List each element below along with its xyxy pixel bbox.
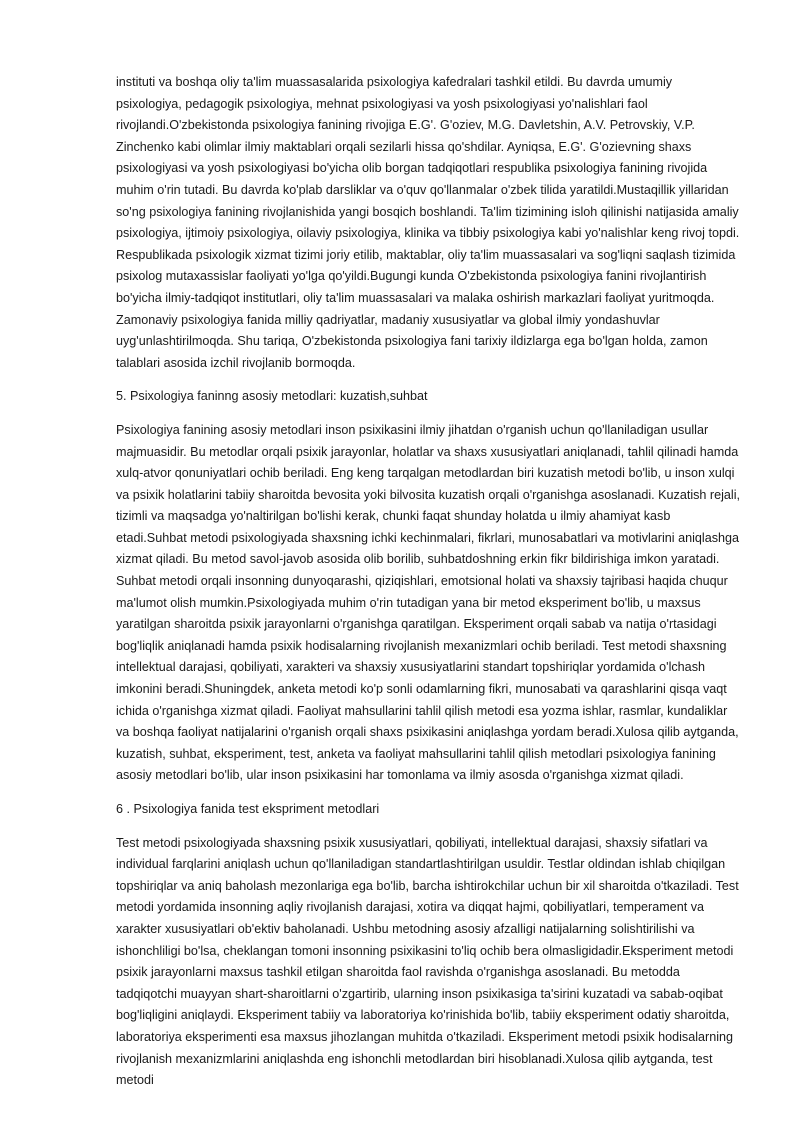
section-heading-6: 6 . Psixologiya fanida test ekspriment metodlari xyxy=(116,802,380,816)
document-page xyxy=(116,72,741,1104)
paragraph-history: instituti va boshqa oliy ta'lim muassasalarida psixologiya kafedralari tashkil etildi. Bu davrda umumiy psixologiya, pedagogik psixologiya, mehnat psixologiyasi va yosh psixologiyasi yo'nalishlari faol rivojlandi.O'zbekistonda psixologiya fanining rivojiga E.G'. G'oziev, M.G. Davletshin, A.V. Petrovskiy, V.P. Zinchenko kabi olimlar ilmiy maktablari orqali sezilarli hissa qo'shdilar. Ayniqsa, E.G'. G'ozievning shaxs psixologiyasi va yosh psixologiyasi bo'yicha olib borgan tadqiqotlari respublika psixologiya fanining rivojida muhim o'rin tutadi. Bu davrda ko'plab darsliklar va o'quv qo'llanmalar o'zbek tilida yaratildi.Mustaqillik yillaridan so'ng psixologiya fanining rivojlanishida yangi bosqich boshlandi. Ta'lim tizimining isloh qilinishi natijasida amaliy psixologiya, ijtimoiy psixologiya, oilaviy psixologiya, klinika va tibbiy psixologiya kabi yo'nalishlar keng rivoj topdi. Respublikada psixologik xizmat tizimi joriy etilib, maktablar, oliy ta'lim muassasalari va sog'liqni saqlash tizimida psixolog mutaxassislar faoliyati yo'lga qo'yildi.Bugungi kunda O'zbekistonda psixologiya fanini rivojlantirish bo'yicha ilmiy-tadqiqot institutlari, oliy ta'lim muassasalari va malaka oshirish markazlari faoliyat yuritmoqda. Zamonaviy psixologiya fanida milliy qadriyatlar, madaniy xususiyatlar va global ilmiy yondashuvlar uyg'unlashtirilmoqda. Shu tariqa, O'zbekistonda psixologiya fani tarixiy ildizlarga ega bo'lgan holda, zamon talablari asosida izchil rivojlanib bormoqda. xyxy=(116,75,740,370)
paragraph-methods: Psixologiya fanining asosiy metodlari inson psixikasini ilmiy jihatdan o'rganish uchun qo'llaniladigan usullar majmuasidir. Bu metodlar orqali psixik jarayonlar, holatlar va shaxs xususiyatlari aniqlanadi, tahlil qilinadi hamda xulq-atvor qonuniyatlari ochib beriladi. Eng keng tarqalgan metodlardan biri kuzatish metodi bo'lib, u inson xulqi va psixik holatlarini tabiiy sharoitda bevosita yoki bilvosita kuzatish orqali o'rganishga asoslanadi. Kuzatish rejali, tizimli va maqsadga yo'naltirilgan bo'lishi kerak, chunki faqat shunday holatda u ilmiy ahamiyat kasb etadi.Suhbat metodi psixologiyada shaxsning ichki kechinmalari, fikrlari, munosabatlari va motivlarini aniqlashga xizmat qiladi. Bu metod savol-javob asosida olib borilib, suhbatdoshning erkin fikr bildirishiga imkon yaratadi. Suhbat metodi orqali insonning dunyoqarashi, qiziqishlari, emotsional holati va shaxsiy tajribasi haqida chuqur ma'lumot olish mumkin.Psixologiyada muhim o'rin tutadigan yana bir metod eksperiment bo'lib, u maxsus yaratilgan sharoitda psixik jarayonlarni o'rganishga qaratilgan. Eksperiment orqali sabab va natija o'rtasidagi bog'liqlik aniqlanadi hamda psixik hodisalarning rivojlanish mexanizmlari ochib beriladi. Test metodi shaxsning intellektual darajasi, qobiliyati, xarakteri va shaxsiy xususiyatlarini standart topshiriqlar yordamida o'lchash imkonini beradi.Shuningdek, anketa metodi ko'p sonli odamlarning fikri, munosabati va qarashlarini qisqa vaqt ichida o'rganishga xizmat qiladi. Faoliyat mahsullarini tahlil qilish metodi esa yozma ishlar, rasmlar, kundaliklar va boshqa faoliyat natijalarini o'rganish orqali shaxs psixikasini aniqlashga yordam beradi.Xulosa qilib aytganda, kuzatish, suhbat, eksperiment, test, anketa va faoliyat mahsullarini tahlil qilish metodlari psixologiya fanining asosiy metodlari bo'lib, ular inson psixikasini har tomonlama va ilmiy asosda o'rganishga xizmat qiladi. xyxy=(116,422,741,783)
section-heading-5: 5. Psixologiya faninng asosiy metodlari: kuzatish,suhbat xyxy=(116,389,428,404)
paragraph-test-experiment: Test metodi psixologiyada shaxsning psixik xususiyatlari, qobiliyati, intellektual darajasi, shaxsiy sifatlari va individual farqlarini aniqlash uchun qo'llaniladigan standartlashtirilgan usuldir. Testlar oldindan ishlab chiqilgan topshiriqlar va aniq baholash mezonlariga ega bo'lib, barcha ishtirokchilar uchun bir xil sharoitda o'tkaziladi. Test metodi yordamida insonning aqliy rivojlanish darajasi, xotira va diqqat hajmi, qobiliyatlari, temperament va xarakter xususiyatlari ob'ektiv baholanadi. Ushbu metodning asosiy afzalligi natijalarning solishtirilishi va ishonchliligi bo'lsa, cheklangan tomoni insonning psixikasini to'liq ochib bera olmasligidadir.Eksperiment metodi psixik jarayonlarni maxsus tashkil etilgan sharoitda faol ravishda o'rganishga asoslanadi. Bu metodda tadqiqotchi muayyan shart-sharoitlarni o'zgartirib, ularning inson psixikasiga ta'sirini kuzatadi va sabab-oqibat bog'liqligini aniqlaydi. Eksperiment tabiiy va laboratoriya ko'rinishida bo'lib, tabiiy eksperiment odatiy sharoitda, laboratoriya eksperimenti esa maxsus jihozlangan muhitda o'tkaziladi. Eksperiment metodi psixik hodisalarning rivojlanish mexanizmlarini aniqlashda eng ishonchli metodlardan biri hisoblanadi.Xulosa qilib aytganda, test metodi xyxy=(116,835,739,1088)
